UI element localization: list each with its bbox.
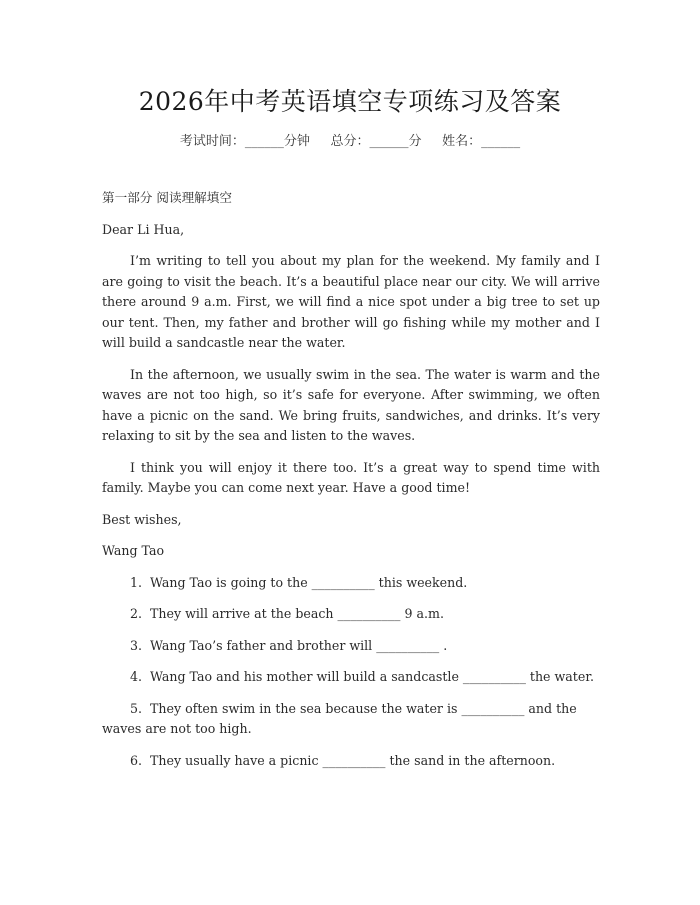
- exam-info-line: 考试时间：______分钟 总分：______分 姓名：______: [179, 134, 521, 149]
- letter-closing: Best wishes,: [102, 511, 182, 527]
- question-item: 2. They will arrive at the beach __________ 9 a.m.: [130, 606, 444, 621]
- letter-signature: Wang Tao: [102, 543, 165, 558]
- question-item: 1. Wang Tao is going to the __________ this weekend.: [130, 574, 468, 590]
- question-item: 5. They often swim in the sea because the water is __________ and the waves are not too high.: [102, 700, 581, 736]
- letter-salutation: Dear Li Hua,: [102, 221, 185, 237]
- question-item: 4. Wang Tao and his mother will build a sandcastle __________ the water.: [130, 669, 594, 684]
- section-heading: 第一部分 阅读理解填空: [102, 190, 232, 205]
- document-body: [102, 188, 600, 782]
- page-title: 2026年中考英语填空专项练习及答案: [138, 87, 562, 116]
- letter-paragraph: I’m writing to tell you about my plan for the weekend. My family and I are going to visit the beach. It’s a beautiful place near our city. We will arrive there around 9 a.m. First, we will find a nice spot under a big tree to set up our tent. Then, my father and brother will go fishing while my mother and I will build a sandcastle near the water.: [102, 253, 600, 350]
- letter-paragraph: I think you will enjoy it there too. It’s a great way to spend time with family. Maybe you can come next year. Have a good time!: [102, 459, 600, 495]
- question-item: 6. They usually have a picnic __________ the sand in the afternoon.: [130, 752, 556, 768]
- letter-paragraph: In the afternoon, we usually swim in the sea. The water is warm and the waves are not too high, so it’s safe for everyone. After swimming, we often have a picnic on the sand. We bring fruits, sandwiches, and drinks. It’s very relaxing to sit by the sea and listen to the waves.: [102, 366, 600, 443]
- question-item: 3. Wang Tao’s father and brother will __________ .: [130, 637, 448, 653]
